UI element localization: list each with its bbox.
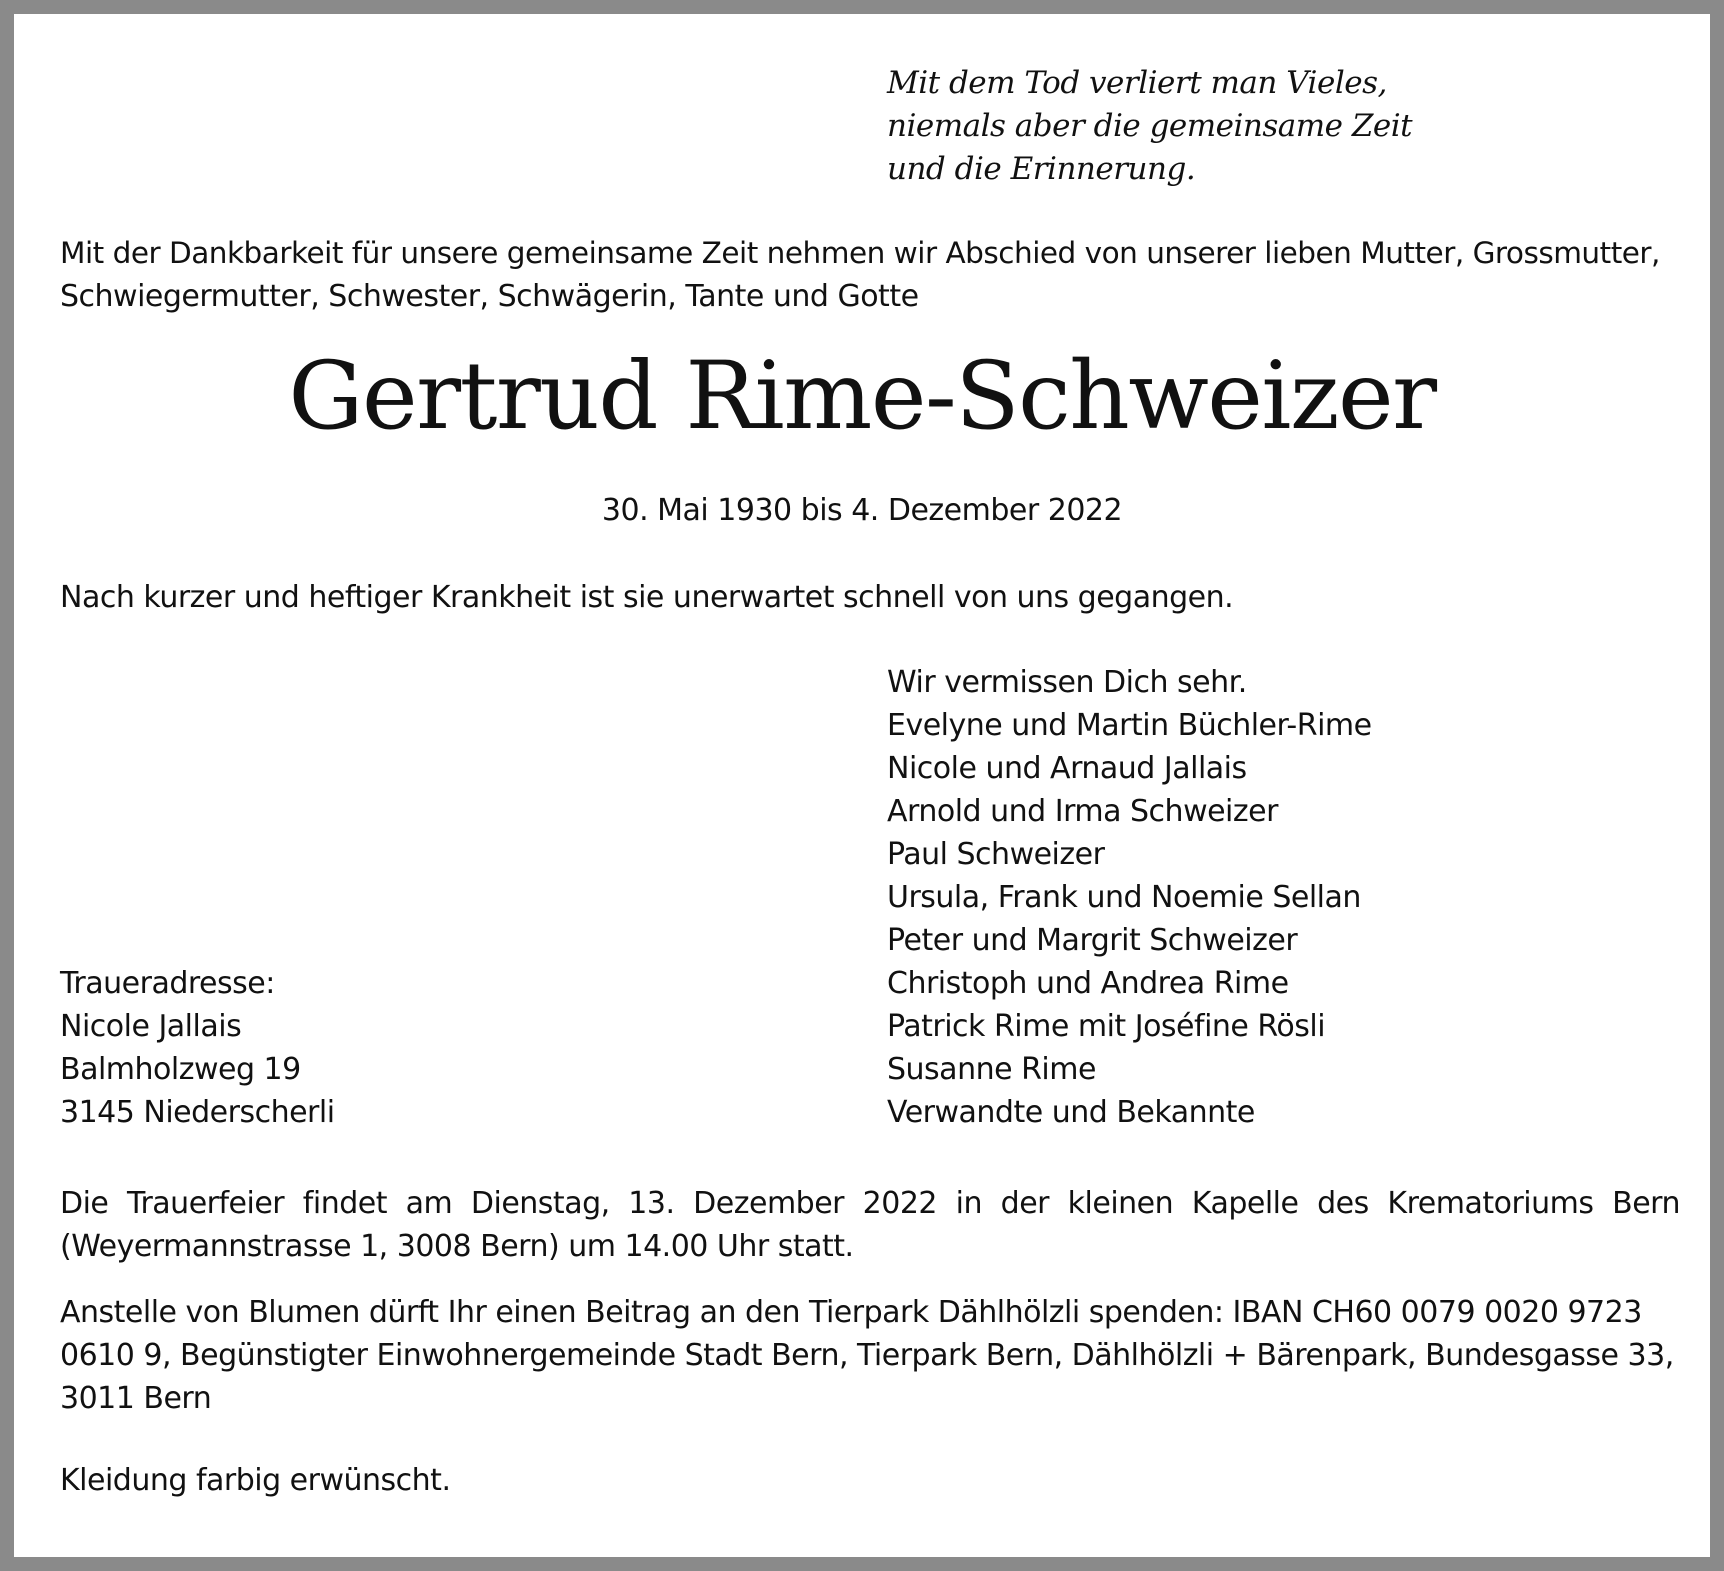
ceremony-paragraph — [60, 1182, 1680, 1268]
intro-paragraph — [60, 232, 1680, 318]
obituary-page — [14, 14, 1710, 1557]
list-item: Patrick Rime mit Joséfine Rösli — [887, 1009, 1326, 1044]
address-label: Traueradresse: — [60, 966, 275, 1001]
donation-paragraph — [60, 1291, 1680, 1420]
list-item: Arnold und Irma Schweizer — [887, 794, 1278, 829]
donation-line: 3011 Bern — [60, 1381, 212, 1416]
clothing-note: Kleidung farbig erwünscht. — [60, 1463, 451, 1498]
address-street: Balmholzweg 19 — [60, 1052, 301, 1087]
mourning-address — [60, 962, 335, 1134]
ceremony-line: Die Trauerfeier findet am Dienstag, 13. Dezember 2022 in der kleinen Kapelle des Krematoriums Bern — [60, 1186, 1680, 1221]
list-item: Paul Schweizer — [887, 837, 1105, 872]
intro-line: Mit der Dankbarkeit für unsere gemeinsame Zeit nehmen wir Abschied von unserer lieben Mutter, Grossmutter, — [60, 236, 1660, 270]
address-name: Nicole Jallais — [60, 1009, 242, 1044]
motto-line: niemals aber die gemeinsame Zeit — [887, 108, 1413, 144]
donation-line: Anstelle von Blumen dürft Ihr einen Beitrag an den Tierpark Dählhölzli spenden: IBAN CH60 0079 0020 9723 — [60, 1295, 1642, 1330]
deceased-name: Gertrud Rime-Schweizer — [288, 342, 1436, 451]
motto-quote — [887, 62, 1412, 191]
list-item: Peter und Margrit Schweizer — [887, 923, 1298, 958]
life-dates: 30. Mai 1930 bis 4. Dezember 2022 — [601, 493, 1123, 528]
list-item: Evelyne und Martin Büchler-Rime — [887, 708, 1372, 743]
list-item: Christoph und Andrea Rime — [887, 966, 1289, 1001]
motto-line: und die Erinnerung. — [887, 151, 1196, 187]
list-item: Ursula, Frank und Noemie Sellan — [887, 880, 1361, 915]
list-item: Verwandte und Bekannte — [887, 1095, 1255, 1130]
illness-text: Nach kurzer und heftiger Krankheit ist sie unerwartet schnell von uns gegangen. — [60, 580, 1234, 615]
ceremony-line: (Weyermannstrasse 1, 3008 Bern) um 14.00 Uhr statt. — [60, 1229, 854, 1264]
motto-line: Mit dem Tod verliert man Vieles, — [887, 65, 1387, 101]
address-city: 3145 Niederscherli — [60, 1095, 335, 1130]
mourners-list — [887, 661, 1372, 1134]
list-item: Nicole und Arnaud Jallais — [887, 751, 1247, 786]
donation-line: 0610 9, Begünstigter Einwohnergemeinde Stadt Bern, Tierpark Bern, Dählhölzli + Bärenpark, Bundesgasse 33, — [60, 1338, 1674, 1373]
list-item: Wir vermissen Dich sehr. — [887, 665, 1247, 700]
list-item: Susanne Rime — [887, 1052, 1096, 1087]
intro-line: Schwiegermutter, Schwester, Schwägerin, Tante und Gotte — [60, 279, 919, 314]
